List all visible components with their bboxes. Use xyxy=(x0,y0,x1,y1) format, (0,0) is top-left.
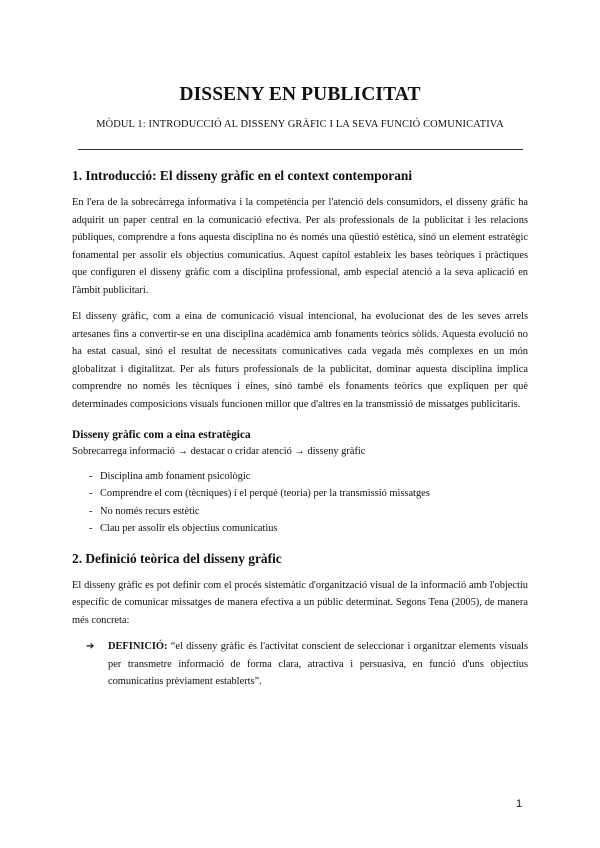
dash-bullet-icon: - xyxy=(89,470,93,482)
strategic-tool-subheading: Disseny gràfic com a eina estratègica xyxy=(72,429,251,441)
section-1-paragraph-2: El disseny gràfic, com a eina de comunicació visual intencional, ha evolucionat des de les seves arrels artesanes fins a convertir-se en una disciplina acadèmica amb fonaments teòrics sòlids. Aquesta evolució no ha estat casual, sinó el resultat de necessitats comunicatives cada vegada més complexes en un món globalitzat i digitalitzat. Per als futurs professionals de la publicitat, dominar aquesta disciplina implica comprendre no només les tècniques i eines, sinó també els fonaments teòrics que expliquen per què determinades composicions visuals funcionen millor que d'altres en la transmissió de missatges publicitaris. xyxy=(72,311,528,410)
module-subtitle: MÒDUL 1: INTRODUCCIÓ AL DISSENY GRÀFIC I LA SEVA FUNCIÓ COMUNICATIVA xyxy=(96,119,504,130)
section-1-heading: 1. Introducció: El disseny gràfic en el context contemporani xyxy=(72,168,413,183)
list-item: - Comprendre el com (tècniques) i el perquè (teoria) per la transmissió missatges xyxy=(72,485,528,503)
dash-bullet-icon: - xyxy=(89,505,93,517)
dash-bullet-icon: - xyxy=(89,488,93,499)
bullet-list xyxy=(72,468,528,538)
list-item: - Clau per assolir els objectius comunicatius xyxy=(72,520,528,538)
definition-label: DEFINICIÓ: xyxy=(108,641,168,652)
page-number: 1 xyxy=(516,798,523,810)
definition-text: “el disseny gràfic és l'activitat conscient de seleccionar i organitzar elements visuals per transmetre informació de forma clara, atractiva i persuasiva, en funció d'uns objectius comunicatius prèviament establerts”. xyxy=(108,641,528,687)
list-item: - Disciplina amb fonament psicològic xyxy=(72,468,528,486)
section-1-paragraph-1: En l'era de la sobrecàrrega informativa i la competència per l'atenció dels consumidors, el disseny gràfic ha adquirit un paper central en la comunicació efectiva. Per als professionals de la publicitat i les relacions públiques, comprendre a fons aquesta disciplina no és només una qüestió estètica, sinó un element estratègic fonamental per assolir els objectius comunicatius. Aquest capítol estableix les bases teòriques i pràctiques que configuren el disseny gràfic com a disciplina professional, amb especial atenció a la seva aplicació en l'àmbit publicitari. xyxy=(72,197,528,296)
arrow-right-icon: ➔ xyxy=(86,641,95,652)
document-body xyxy=(72,167,528,691)
document-title: DISSENY EN PUBLICITAT xyxy=(179,84,421,105)
list-item: - No només recurs estètic xyxy=(72,503,528,521)
section-2-heading: 2. Definició teòrica del disseny gràfic xyxy=(72,550,282,566)
section-2-paragraph-1: El disseny gràfic es pot definir com el procés sistemàtic d'organització visual de la informació amb l'objectiu específic de comunicar missatges de manera efectiva a un públic determinat. Segons Tena (2005), de manera més concreta: xyxy=(72,579,528,626)
flow-summary: Sobrecarrega informació → destacar o cridar atenció → disseny gràfic xyxy=(72,446,366,457)
header-divider xyxy=(78,149,523,150)
dash-bullet-icon: - xyxy=(89,523,93,534)
definition-block xyxy=(86,638,528,691)
